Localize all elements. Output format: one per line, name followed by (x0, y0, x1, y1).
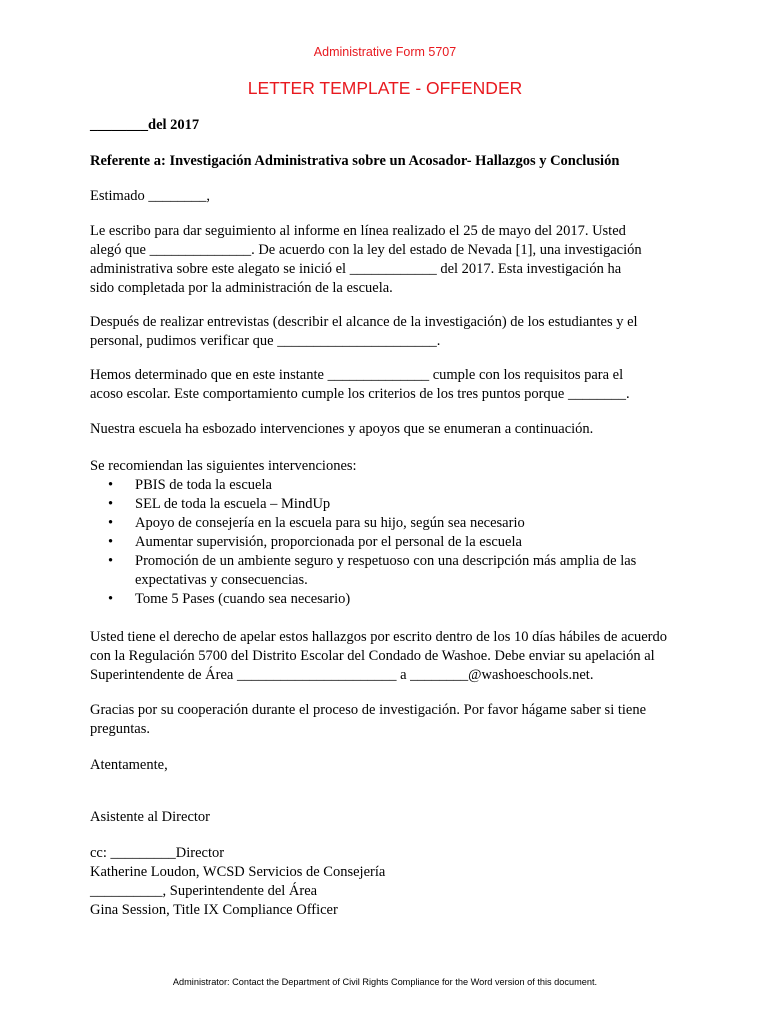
list-item: • Tome 5 Pases (cuando sea necesario) (135, 590, 730, 609)
interventions-list (90, 476, 730, 609)
cc-line: cc: _________Director (90, 845, 225, 861)
form-number: Administrative Form 5707 (313, 45, 457, 59)
cc-line: Gina Session, Title IX Compliance Officer (90, 902, 338, 918)
salutation: Estimado ________, (90, 188, 211, 204)
cc-list (90, 844, 690, 920)
text-line: Después de realizar entrevistas (describir el alcance de la investigación) de los estudiantes y el (90, 314, 638, 330)
paragraph-appeal (90, 628, 730, 685)
list-item: • Aumentar supervisión, proporcionada por el personal de la escuela (135, 533, 730, 552)
text-line: Le escribo para dar seguimiento al informe en línea realizado el 25 de mayo del 2017. Usted (90, 223, 626, 239)
date-line: ________del 2017 (90, 117, 200, 133)
cc-line: Katherine Loudon, WCSD Servicios de Consejería (90, 864, 386, 880)
text-line: Gracias por su cooperación durante el proceso de investigación. Por favor hágame saber si tiene (90, 702, 647, 718)
list-item: • Promoción de un ambiente seguro y respetuoso con una descripción más amplia de las expectativas y consecuencias. (135, 552, 675, 590)
list-item: • SEL de toda la escuela – MindUp (135, 495, 730, 514)
paragraph-followup (90, 222, 730, 298)
interventions-intro: Se recomiendan las siguientes intervenciones: (90, 458, 357, 474)
paragraph-supports: Nuestra escuela ha esbozado intervenciones y apoyos que se enumeran a continuación. (90, 421, 594, 437)
text-line: alegó que ______________. De acuerdo con la ley del estado de Nevada [1], una investigación (90, 242, 642, 258)
cc-line: __________, Superintendente del Área (90, 883, 318, 899)
paragraph-interviews (90, 313, 730, 351)
text-line: Usted tiene el derecho de apelar estos hallazgos por escrito dentro de los 10 días hábiles de acuerdo (90, 629, 667, 645)
text-line: con la Regulación 5700 del Distrito Escolar del Condado de Washoe. Debe enviar su apelación al (90, 648, 655, 664)
text-line: personal, pudimos verificar que ______________________. (90, 333, 441, 349)
text-line: Hemos determinado que en este instante ______________ cumple con los requisitos para el (90, 367, 624, 383)
closing: Atentamente, (90, 757, 168, 773)
signature: Asistente al Director (90, 809, 210, 825)
interventions-section (90, 457, 730, 609)
text-line: Superintendente de Área ______________________ a ________@washoeschools.net. (90, 667, 594, 683)
text-line: sido completada por la administración de la escuela. (90, 280, 393, 296)
paragraph-thanks (90, 701, 730, 739)
document-title: LETTER TEMPLATE - OFFENDER (247, 78, 523, 98)
paragraph-determination (90, 366, 730, 404)
list-item: • Apoyo de consejería en la escuela para su hijo, según sea necesario (135, 514, 730, 533)
text-line: administrativa sobre este alegato se inició el ____________ del 2017. Esta investigación ha (90, 261, 622, 277)
text-line: preguntas. (90, 721, 150, 737)
list-item: • PBIS de toda la escuela (135, 476, 730, 495)
subject-line: Referente a: Investigación Administrativa sobre un Acosador- Hallazgos y Conclusión (90, 153, 620, 169)
text-line: acoso escolar. Este comportamiento cumple los criterios de los tres puntos porque ________. (90, 386, 630, 402)
footer-note: Administrator: Contact the Department of Civil Rights Compliance for the Word version of this document. (172, 977, 598, 987)
